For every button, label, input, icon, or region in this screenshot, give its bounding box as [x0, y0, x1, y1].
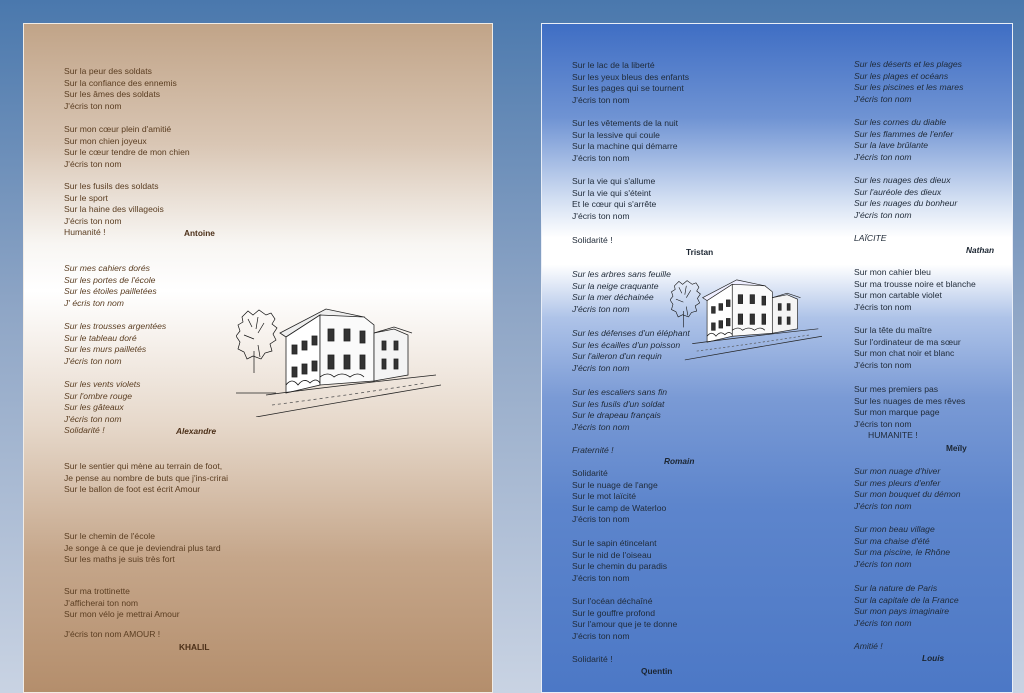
poem-line: Sur les trousses argentées [64, 321, 167, 331]
stanza [854, 267, 976, 313]
stanza [64, 321, 264, 367]
poem-line: Sur les fusils d'un soldat [572, 398, 665, 409]
poem-line: Sur ma chaise d'été [854, 535, 930, 546]
poem-line: Sur les yeux bleus des enfants [572, 71, 690, 82]
stanza [64, 263, 264, 309]
poem-line: Sur mon cartable violet [854, 290, 942, 300]
poem-line: Sur mon chat noir et blanc [854, 348, 955, 358]
author-signature: Meïly [946, 443, 967, 453]
poem-line: HUMANITE ! [868, 430, 918, 440]
poem-line: Sur mes cahiers dorés [64, 263, 150, 273]
poem-line: Sur mon nuage d'hiver [854, 466, 941, 476]
poem-line: J'écris ton nom [854, 558, 912, 569]
poem-line: Solidarité ! [572, 235, 613, 245]
poem-line: J'écris ton nom [572, 514, 630, 524]
stanza [572, 538, 667, 584]
poem-line: Sur les piscines et les mares [854, 82, 964, 92]
poem-line: Je pense au nombre de buts que j'ins-crirai [64, 472, 229, 483]
poem-line: J'écris ton nom [572, 94, 630, 105]
poem-line: Sur les plages et océans [854, 70, 949, 81]
poem-line: J'écris ton nom [572, 421, 630, 432]
poem-line: Sur mon beau village [854, 524, 935, 534]
poem-line: Sur la haine des villageois [64, 204, 164, 214]
stanza [854, 175, 957, 221]
stanza [64, 586, 264, 621]
poem-line: Sur la confiance des ennemis [64, 77, 177, 88]
author-signature: KHALIL [179, 642, 210, 652]
poem-line: J'écris ton nom [854, 209, 912, 220]
poem-line: Humanité ! [64, 227, 106, 237]
poem-line: Sur le nid de l'oiseau [572, 549, 652, 560]
poem-line: J'écris ton nom [572, 210, 630, 221]
poem-line: Sur le sport [64, 192, 108, 203]
poem-line: Sur mon cahier bleu [854, 267, 931, 277]
stanza [64, 531, 224, 566]
poem-line: Je songe à ce que je deviendrai plus tard [64, 542, 221, 553]
stanza [854, 641, 883, 653]
poem-line: Sur les déserts et les plages [854, 59, 962, 69]
author-signature: Antoine [184, 228, 215, 238]
poem-line: J'écris ton nom [854, 301, 912, 312]
author-signature: Romain [664, 456, 695, 466]
author-signature: Alexandre [176, 426, 217, 436]
poem-line: Sur l'auréole des dieux [854, 186, 942, 197]
poem-line: J'écris ton nom [64, 100, 122, 111]
poem-line: Sur mes pleurs d'enfer [854, 477, 941, 488]
poem-line: Sur les défenses d'un éléphant [572, 328, 690, 338]
poem-line: J'écris ton nom [854, 93, 912, 104]
stanza [854, 233, 886, 245]
poem-line: Sur la vie qui s'allume [572, 176, 656, 186]
poem-line: Sur ma trousse noire et blanche [854, 278, 976, 289]
poem-line: Sur les vêtements de la nuit [572, 118, 679, 128]
poem-line: Sur les cornes du diable [854, 117, 947, 127]
stanza [572, 596, 677, 642]
poem-line: J'écris ton nom [854, 617, 912, 628]
poem-page-right [541, 23, 1013, 693]
stanza [572, 235, 613, 247]
poem-line: J'écris ton nom [64, 355, 122, 366]
poem-line: J'écris ton nom [854, 418, 912, 429]
poem-line: Sur les vents violets [64, 379, 141, 389]
stanza [572, 654, 613, 666]
stanza [854, 583, 959, 629]
stanza [64, 66, 264, 112]
poem-line: Sur la tête du maître [854, 325, 932, 335]
poem-line: Sur les portes de l'école [64, 274, 156, 285]
poem-line: Sur la vie qui s'éteint [572, 187, 652, 198]
poem-line: Sur les flammes de l'enfer [854, 128, 954, 139]
stanza [854, 59, 963, 105]
poem-line: Sur les nuages des dieux [854, 175, 951, 185]
stanza [572, 269, 671, 315]
poem-line: Sur le gouffre profond [572, 607, 655, 618]
poem-line: J'écris ton nom [64, 158, 122, 169]
poem-line: Sur les étoiles pailletées [64, 286, 157, 296]
author-signature: Quentin [641, 666, 673, 676]
poem-line: Sur le cœur tendre de mon chien [64, 147, 190, 157]
stanza [64, 181, 264, 239]
poem-line: Sur l'amour que je te donne [572, 619, 678, 629]
stanza [854, 384, 965, 442]
poem-line: Fraternité ! [572, 445, 614, 455]
stanza [572, 445, 614, 457]
poem-line: Sur les âmes des soldats [64, 89, 161, 99]
poem-line: Sur la capitale de la France [854, 594, 959, 605]
poem-line: J'écris ton nom AMOUR ! [64, 629, 161, 639]
poem-line: Sur les pages qui se tournent [572, 83, 684, 93]
poem-line: Sur les arbres sans feuille [572, 269, 671, 279]
poem-line: Sur la peur des soldats [64, 66, 152, 76]
poem-line: Sur le drapeau français [572, 410, 661, 420]
poem-line: Sur mon chien joyeux [64, 135, 147, 146]
poem-line: Sur le lac de la liberté [572, 60, 655, 70]
poem-line: Sur ma piscine, le Rhône [854, 547, 951, 557]
stanza [572, 176, 656, 222]
author-signature: Louis [922, 653, 945, 663]
poem-line: Sur la lessive qui coule [572, 129, 660, 140]
poem-line: J'écris ton nom [64, 215, 122, 226]
poem-line: J'écris ton nom [572, 362, 630, 373]
poem-line: Sur la nature de Paris [854, 583, 938, 593]
poem-line: Sur la lave brûlante [854, 140, 929, 150]
stanza [572, 468, 666, 526]
stanza [854, 466, 961, 512]
poem-line: J'écris ton nom [854, 500, 912, 511]
poem-line: Sur mon pays imaginaire [854, 606, 950, 616]
poem-line: Sur le sapin étincelant [572, 538, 657, 548]
stanza [64, 461, 234, 496]
poem-line: J'écris ton nom [572, 630, 630, 641]
poem-line: J' écris ton nom [64, 297, 124, 308]
stanza [572, 387, 667, 433]
poem-line: J'écris ton nom [854, 359, 912, 370]
poem-line: Sur le nuage de l'ange [572, 479, 658, 490]
stanza [64, 379, 264, 437]
poem-line: Sur le chemin du paradis [572, 561, 668, 571]
poem-line: Sur mon marque page [854, 407, 940, 417]
author-signature: Tristan [686, 247, 714, 257]
poem-line: Solidarité ! [64, 425, 105, 435]
poem-line: Sur les nuages de mes rêves [854, 395, 966, 406]
poem-line: Sur les fusils des soldats [64, 181, 159, 191]
poem-line: Sur ma trottinette [64, 586, 130, 596]
poem-line: Solidarité ! [572, 654, 613, 664]
poem-line: Sur le tableau doré [64, 332, 137, 343]
poem-line: Et le cœur qui s'arrête [572, 199, 657, 209]
poem-line: Sur l'ombre rouge [64, 390, 133, 401]
poem-line: Sur la neige craquante [572, 280, 659, 291]
stanza [572, 60, 689, 106]
stanza [854, 325, 961, 371]
poem-line: Sur les maths je suis très fort [64, 554, 175, 564]
poem-line: Sur les escaliers sans fin [572, 387, 668, 397]
poem-line: Amitié ! [854, 641, 883, 651]
poem-line: Sur l'ordinateur de ma sœur [854, 336, 961, 347]
poem-line: Sur les murs pailletés [64, 344, 147, 354]
poem-line: Sur le camp de Waterloo [572, 502, 667, 513]
poem-line: J'écris ton nom [64, 413, 122, 424]
stanza [64, 629, 264, 641]
house-illustration [236, 289, 441, 417]
poem-line: J'écris ton nom [854, 151, 912, 162]
poem-line: Sur l'aileron d'un requin [572, 351, 662, 361]
stanza [854, 524, 950, 570]
poem-line: Sur le chemin de l'école [64, 531, 155, 541]
poem-line: J'écris ton nom [572, 303, 630, 314]
poem-line: Sur la mer déchainée [572, 292, 654, 302]
poem-line: Sur l'océan déchaîné [572, 596, 653, 606]
author-signature: Nathan [966, 245, 995, 255]
poem-line: Sur les nuages du bonheur [854, 198, 958, 208]
poem-line: Sur la machine qui démarre [572, 141, 678, 151]
poem-line: Sur les gâteaux [64, 402, 124, 412]
poem-line: J'afficherai ton nom [64, 597, 139, 608]
poem-page-left [23, 23, 493, 693]
poem-line: J'écris ton nom [572, 572, 630, 583]
poem-line: J'écris ton nom [572, 152, 630, 163]
house-illustration [670, 260, 822, 365]
stanza [854, 117, 953, 163]
poem-line: LAÏCITE [854, 233, 887, 243]
poem-line: Sur mon cœur plein d'amitié [64, 124, 172, 134]
poem-line: Sur mes premiers pas [854, 384, 939, 394]
poem-line: Solidarité [572, 468, 608, 478]
stanza [572, 118, 678, 164]
stanza [64, 124, 264, 170]
poem-line: Sur les écailles d'un poisson [572, 339, 681, 350]
poem-line: Sur le sentier qui mène au terrain de foot, [64, 461, 223, 471]
poem-line: Sur le mot laïcité [572, 491, 636, 501]
poem-line: Sur mon bouquet du démon [854, 489, 961, 499]
poem-line: Sur mon vélo je mettrai Amour [64, 609, 180, 619]
poem-line: Sur le ballon de foot est écrit Amour [64, 484, 201, 494]
